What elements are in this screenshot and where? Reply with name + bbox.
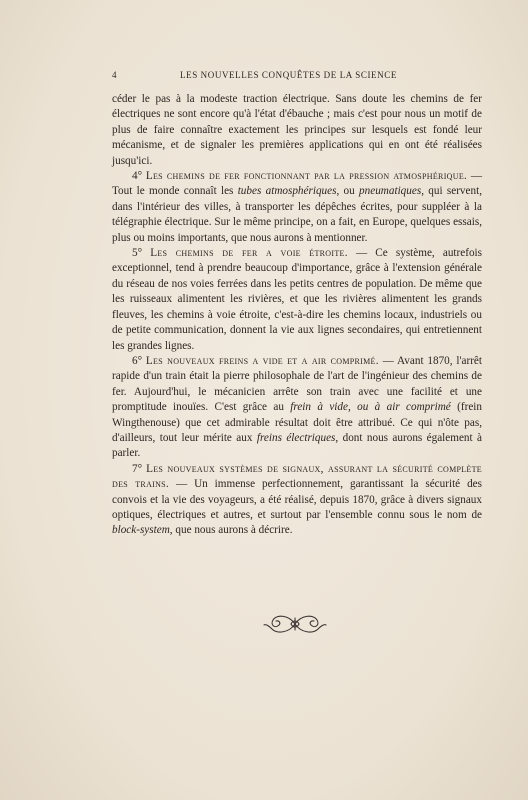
intro-paragraph: céder le pas à la modeste traction électrique. Sans doute les chemins de fer électriques ne sont encore qu'à l'état d'ébauche ; mais c'est pour nous un motif de plus de faire connaître exactement les principes sur lesquels est fondé leur mécanisme, et de signaler les premières applications qui en ont été réalisées jusqu'ici.: [112, 93, 482, 167]
italic-term: block-system: [112, 524, 170, 537]
section-heading: Les nouveaux systèmes de signaux, assurant la sécurité complète des trains.: [112, 462, 482, 491]
section-text: — Un immense perfectionnement, garantissant la sécurité des convois et la vie des voyageurs, a été réalisé, depuis 1870, grâce à divers signaux optiques, électriques et autres, et surtout par l'ensemble connu sous le nom de: [112, 478, 482, 521]
section-heading: Les chemins de fer fonctionnant par la pression atmosphérique.: [145, 170, 468, 183]
section-number: 7°: [132, 462, 143, 475]
section-text: — Tout le monde connaît les: [112, 170, 483, 198]
section-number: 5°: [132, 247, 143, 260]
section-text: , que nous aurons à décrire.: [169, 524, 293, 537]
section-text: , ou: [336, 185, 360, 198]
running-title: LES NOUVELLES CONQUÊTES DE LA SCIENCE: [180, 70, 397, 80]
section-text: , qui servent, dans l'intérieur des villes, à transporter les dépêches écrites, pour suppléer à la télégraphie électrique. Sur le même principe, on a fait, en Europe, quelques essais, plus ou moins importants, que nous aurons à mentionner.: [112, 185, 482, 244]
section-text: — Ce système, autrefois exceptionnel, tend à prendre beaucoup d'importance, grâce à l'extension générale du réseau de nos voies ferrées dans les petits centres de population. De même que les ruisseaux alimentent les rivières, et que les rivières alimentent les grands fleuves, les chemins à voie étroite, c'est-à-dire les chemins locaux, industriels ou de petite communication, donnent la vie aux lignes secondaires, qui entretiennent les grandes lignes.: [112, 247, 483, 352]
section-text: — Avant 1870, l'arrêt rapide d'un train était la pierre philosophale de l'art de l'ingénieur des chemins de fer. Aujourd'hui, le mécanicien arrête son train avec une facilité et une promptitude inouïes. C'est grâce au: [112, 354, 482, 414]
section-number: 6°: [132, 354, 143, 367]
italic-term: frein à vide, ou à air comprimé: [290, 401, 451, 414]
section-paragraph: [112, 354, 482, 462]
page-header: [112, 70, 482, 86]
section-heading: Les chemins de fer a voie étroite.: [150, 247, 348, 260]
section-list: [112, 169, 482, 539]
section-text: , dont nous aurons également à parler.: [112, 431, 482, 460]
section-text: (frein Wingthenouse) que cet admirable résultat doit être attribué. Ce qui n'ôte pas, d'ailleurs, tout leur mérite aux: [112, 401, 482, 444]
page-number: 4: [112, 70, 118, 80]
italic-term: tubes atmosphériques: [237, 185, 337, 198]
fleuron-ornament-icon: [263, 611, 327, 637]
section-paragraph: [112, 246, 482, 354]
section-heading: Les nouveaux freins a vide et a air comprimé.: [145, 354, 379, 367]
italic-term: pneumatiques: [359, 185, 422, 198]
section-paragraph: [112, 462, 482, 539]
section-number: 4°: [132, 170, 143, 183]
italic-term: freins électriques: [256, 431, 336, 444]
section-paragraph: [112, 169, 482, 246]
body-text: [112, 92, 482, 539]
